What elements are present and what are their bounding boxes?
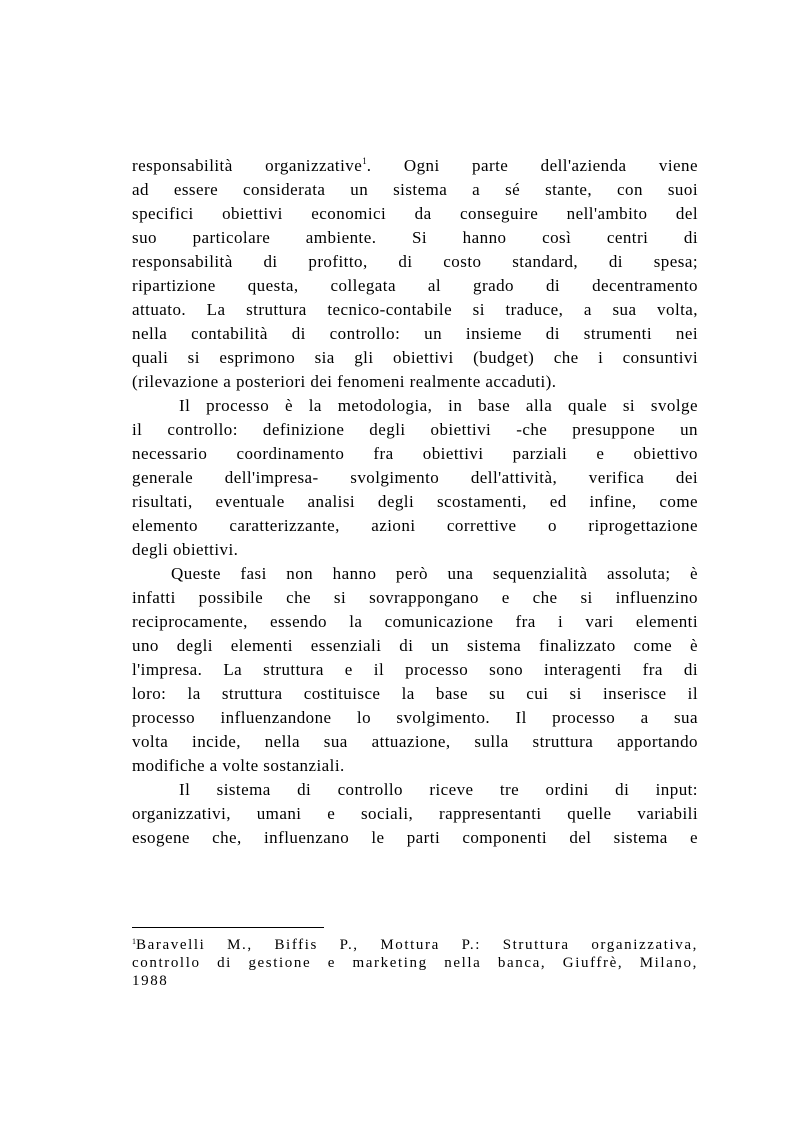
text-line: attuato. La struttura tecnico-contabile si traduce, a sua volta, <box>132 300 698 319</box>
footnote-line <box>132 936 698 954</box>
text-line: organizzativi, umani e sociali, rappresentanti quelle variabili <box>132 804 698 823</box>
footnote-line: 1988 <box>132 973 169 989</box>
text-segment: responsabilità organizzative <box>132 156 363 175</box>
text-line <box>132 154 698 178</box>
text-line: suo particolare ambiente. Si hanno così centri di <box>132 228 698 247</box>
text-line: nella contabilità di controllo: un insieme di strumenti nei <box>132 324 698 343</box>
text-line: generale dell'impresa- svolgimento dell'attività, verifica dei <box>132 468 698 487</box>
text-line: volta incide, nella sua attuazione, sulla struttura apportando <box>132 732 698 751</box>
text-line: quali si esprimono sia gli obiettivi (budget) che i consuntivi <box>132 348 698 367</box>
text-line: Queste fasi non hanno però una sequenzialità assoluta; è <box>171 564 698 583</box>
footnote-line: controllo di gestione e marketing nella banca, Giuffrè, Milano, <box>132 955 698 971</box>
text-line: ad essere considerata un sistema a sé stante, con suoi <box>132 180 698 199</box>
paragraph-2 <box>132 394 698 562</box>
footnote <box>132 936 698 990</box>
text-segment: . Ogni parte dell'azienda viene <box>366 156 698 175</box>
document-body <box>132 154 698 850</box>
text-line: risultati, eventuale analisi degli scostamenti, ed infine, come <box>132 492 698 511</box>
text-line: loro: la struttura costituisce la base su cui si inserisce il <box>132 684 698 703</box>
text-line: specifici obiettivi economici da conseguire nell'ambito del <box>132 204 698 223</box>
text-segment: Baravelli M., Biffis P., Mottura P.: Struttura organizzativa, <box>136 937 698 953</box>
footnote-separator <box>132 927 324 928</box>
paragraph-4 <box>132 778 698 850</box>
text-line: degli obiettivi. <box>132 540 239 559</box>
paragraph-1 <box>132 154 698 394</box>
text-line: responsabilità di profitto, di costo standard, di spesa; <box>132 252 698 271</box>
text-line: reciprocamente, essendo la comunicazione fra i vari elementi <box>132 612 698 631</box>
text-line: necessario coordinamento fra obiettivi parziali e obiettivo <box>132 444 698 463</box>
text-line: elemento caratterizzante, azioni correttive o riprogettazione <box>132 516 698 535</box>
paragraph-3 <box>132 562 698 778</box>
text-line: Il processo è la metodologia, in base alla quale si svolge <box>179 396 698 415</box>
text-line: il controllo: definizione degli obiettivi -che presuppone un <box>132 420 698 439</box>
text-line: l'impresa. La struttura e il processo sono interagenti fra di <box>132 660 698 679</box>
text-line: Il sistema di controllo riceve tre ordini di input: <box>179 780 698 799</box>
footnote-number: 1 <box>132 937 136 946</box>
text-line: esogene che, influenzano le parti componenti del sistema e <box>132 828 698 847</box>
text-line: modifiche a volte sostanziali. <box>132 756 345 775</box>
text-line: infatti possibile che si sovrappongano e che si influenzino <box>132 588 698 607</box>
text-line: processo influenzandone lo svolgimento. Il processo a sua <box>132 708 698 727</box>
footnote-reference[interactable]: 1 <box>362 156 367 166</box>
text-line: uno degli elementi essenziali di un sistema finalizzato come è <box>132 636 698 655</box>
text-line: ripartizione questa, collegata al grado di decentramento <box>132 276 698 295</box>
text-line: (rilevazione a posteriori dei fenomeni realmente accaduti). <box>132 372 557 391</box>
